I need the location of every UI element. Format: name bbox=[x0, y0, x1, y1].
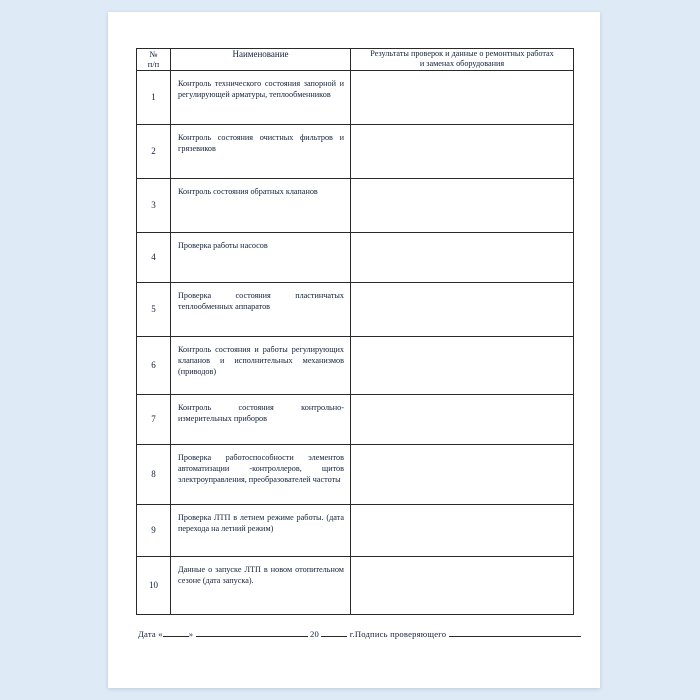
row-name: Контроль состояния контрольно-измерительных приборов bbox=[171, 394, 351, 444]
row-name: Контроль состояния очистных фильтров и грязевиков bbox=[171, 124, 351, 178]
row-number: 5 bbox=[137, 282, 171, 336]
row-result[interactable] bbox=[351, 70, 574, 124]
row-name: Проверка состояния пластинчатых теплообменных аппаратов bbox=[171, 282, 351, 336]
table-row bbox=[137, 232, 574, 282]
table-header-row bbox=[137, 49, 574, 71]
date-label: Дата « bbox=[138, 628, 163, 639]
row-number: 4 bbox=[137, 232, 171, 282]
row-result[interactable] bbox=[351, 394, 574, 444]
header-result-line2: и заменах оборудования bbox=[419, 59, 505, 69]
header-cell-name: Наименование bbox=[171, 49, 351, 71]
table-row bbox=[137, 504, 574, 556]
signature-label: Подпись проверяющего bbox=[354, 628, 447, 639]
row-name: Контроль технического состояния запорной и регулирующей арматуры, теплообменников bbox=[171, 70, 351, 124]
row-result[interactable] bbox=[351, 232, 574, 282]
row-name: Данные о запуске ЛТП в новом отопительном сезоне (дата запуска). bbox=[171, 556, 351, 614]
row-number: 6 bbox=[137, 336, 171, 394]
row-name: Контроль состояния обратных клапанов bbox=[171, 178, 351, 232]
date-mid: » bbox=[188, 628, 194, 639]
row-result[interactable] bbox=[351, 444, 574, 504]
date-suffix: г. bbox=[349, 628, 355, 639]
row-result[interactable] bbox=[351, 336, 574, 394]
header-number-line1: № bbox=[149, 49, 158, 59]
header-result-line1: Результаты проверок и данные о ремонтных работах bbox=[370, 49, 554, 58]
header-cell-result bbox=[351, 49, 574, 71]
table-row bbox=[137, 178, 574, 232]
table-row bbox=[137, 124, 574, 178]
table-row bbox=[137, 556, 574, 614]
document-footer bbox=[136, 627, 574, 639]
row-result[interactable] bbox=[351, 282, 574, 336]
table-row bbox=[137, 282, 574, 336]
header-cell-number bbox=[137, 49, 171, 71]
table-row bbox=[137, 70, 574, 124]
signature-blank[interactable] bbox=[449, 627, 581, 637]
row-number: 7 bbox=[137, 394, 171, 444]
date-field[interactable] bbox=[138, 627, 355, 639]
row-result[interactable] bbox=[351, 556, 574, 614]
document-page bbox=[108, 12, 600, 688]
table-row bbox=[137, 336, 574, 394]
header-number-line2: п/п bbox=[147, 59, 160, 70]
table-header bbox=[137, 49, 574, 71]
row-number: 1 bbox=[137, 70, 171, 124]
row-result[interactable] bbox=[351, 178, 574, 232]
row-number: 10 bbox=[137, 556, 171, 614]
row-number: 9 bbox=[137, 504, 171, 556]
row-name: Контроль состояния и работы регулирующих клапанов и исполнительных механизмов (приводов) bbox=[171, 336, 351, 394]
row-number: 8 bbox=[137, 444, 171, 504]
date-year: 20 bbox=[310, 628, 319, 639]
table-row bbox=[137, 444, 574, 504]
date-day-blank[interactable] bbox=[163, 627, 189, 637]
row-name: Проверка работы насосов bbox=[171, 232, 351, 282]
date-year-blank[interactable] bbox=[321, 627, 347, 637]
row-number: 2 bbox=[137, 124, 171, 178]
row-name: Проверка ЛТП в летнем режиме работы. (дата перехода на летний режим) bbox=[171, 504, 351, 556]
table-body bbox=[137, 70, 574, 614]
row-number: 3 bbox=[137, 178, 171, 232]
row-result[interactable] bbox=[351, 124, 574, 178]
row-result[interactable] bbox=[351, 504, 574, 556]
table-row bbox=[137, 394, 574, 444]
signature-field[interactable] bbox=[355, 627, 581, 639]
inspection-table bbox=[136, 48, 574, 615]
document-body bbox=[136, 48, 574, 639]
row-name: Проверка работоспособности элементов автоматизации -контроллеров, щитов электроуправления, преобразователей частоты bbox=[171, 444, 351, 504]
date-month-blank[interactable] bbox=[196, 627, 308, 637]
